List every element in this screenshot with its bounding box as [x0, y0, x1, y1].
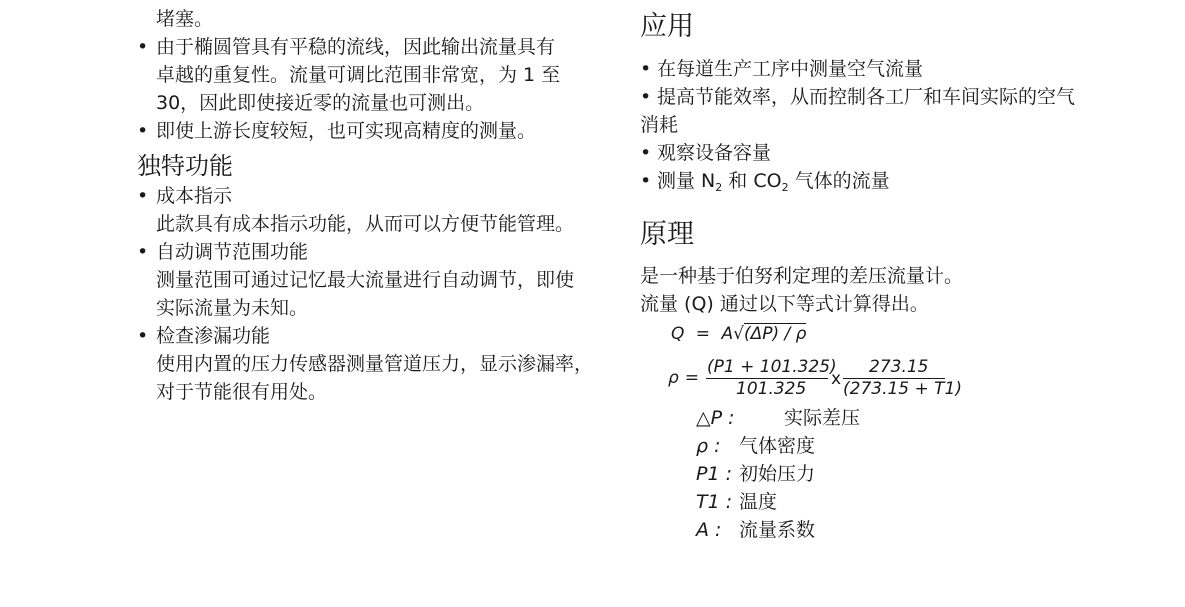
principle-text: 是一种基于伯努利定理的差压流量计。 [640, 265, 964, 287]
fraction-numerator-1: (P1 + 101.325) [707, 357, 837, 377]
bullet: • [137, 325, 149, 347]
application-text: 测量 $N_2$ 和 $CO_2$ 气体的流量 [657, 170, 890, 194]
principle-text: 流量 (Q) 通过以下等式计算得出。 [640, 293, 929, 315]
def-meaning: 流量系数 [739, 519, 816, 541]
application-text: 消耗 [640, 114, 679, 136]
feature-text: 实际流量为未知。 [156, 297, 309, 319]
def-symbol: P1 : [696, 463, 732, 485]
features-heading: 独特功能 [137, 152, 233, 180]
bullet-text: 30，因此即使接近零的流量也可测出。 [156, 92, 485, 114]
top-fragment: 堵塞。 [156, 8, 214, 30]
bullet: • [137, 120, 149, 142]
formula-lhs: Q [671, 324, 685, 344]
applications-heading: 应用 [640, 11, 694, 42]
bullet-text: 即使上游长度较短，也可实现高精度的测量。 [156, 120, 537, 142]
def-meaning: 实际差压 [784, 407, 861, 429]
bullet: • [137, 185, 149, 207]
bullet-text: 由于椭圆管具有平稳的流线，因此输出流量具有 [156, 36, 556, 58]
sqrt-radicand: (ΔP) / ρ [743, 324, 807, 344]
feature-title: 成本指示 [156, 185, 233, 207]
def-symbol: ρ : [696, 435, 721, 457]
def-meaning: 初始压力 [739, 463, 816, 485]
feature-title: 检查渗漏功能 [156, 325, 271, 347]
def-meaning: 温度 [739, 491, 778, 513]
formula-rho-lhs: ρ = [668, 368, 700, 388]
fraction-numerator-2: 273.15 [869, 357, 929, 377]
def-symbol: A : [696, 519, 722, 541]
application-text: 提高节能效率，从而控制各工厂和车间实际的空气 [657, 86, 1076, 108]
bullet: • [137, 241, 149, 263]
bullet-text: 卓越的重复性。流量可调比范围非常宽，为 1 至 [156, 64, 561, 86]
feature-title: 自动调节范围功能 [156, 241, 309, 263]
bullet: • [640, 58, 652, 80]
fraction-denominator-1: 101.325 [736, 379, 807, 399]
feature-text: 对于节能很有用处。 [156, 381, 328, 403]
application-text: 观察设备容量 [657, 142, 772, 164]
principle-heading: 原理 [640, 219, 694, 250]
application-text: 在每道生产工序中测量空气流量 [657, 58, 924, 80]
def-symbol: △P : [696, 407, 735, 429]
bullet: • [137, 36, 149, 58]
def-meaning: 气体密度 [739, 435, 816, 457]
bullet: • [640, 170, 652, 192]
bullet: • [640, 86, 652, 108]
feature-text: 测量范围可通过记忆最大流量进行自动调节，即使 [156, 269, 575, 291]
formula-q: Q = A√(ΔP) / ρ [671, 324, 807, 344]
feature-text: 使用内置的压力传感器测量管道压力，显示渗漏率， [156, 353, 594, 375]
fraction-denominator-2: (273.15 + T1) [843, 379, 962, 399]
feature-text: 此款具有成本指示功能，从而可以方便节能管理。 [156, 213, 575, 235]
def-symbol: T1 : [696, 491, 733, 513]
bullet: • [640, 142, 652, 164]
multiply-sign: x [831, 369, 842, 389]
